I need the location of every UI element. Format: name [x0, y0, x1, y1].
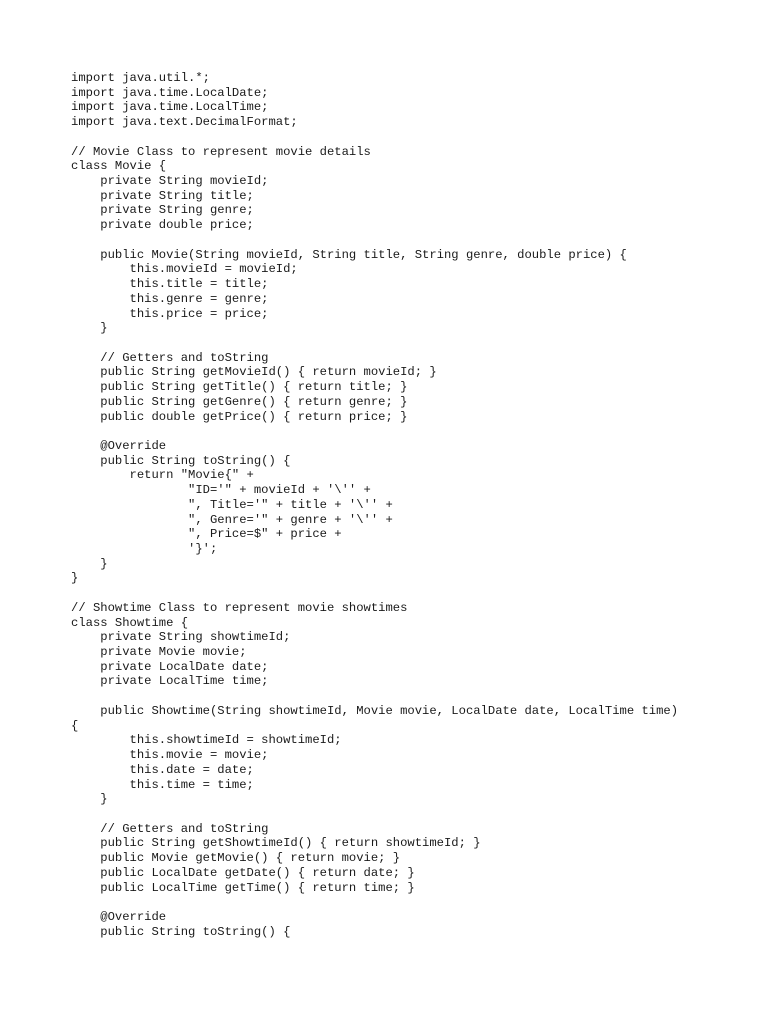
code-line: this.title = title; — [71, 277, 269, 292]
code-line: // Movie Class to represent movie details — [71, 144, 371, 159]
code-line: '}'; — [71, 542, 218, 556]
code-line: public String getTitle() { return title; } — [71, 380, 408, 395]
code-line: class Showtime { — [71, 615, 189, 630]
code-line: @Override — [71, 438, 167, 453]
code-line: public Movie getMovie() { return movie; } — [71, 851, 401, 866]
code-line: this.date = date; — [71, 762, 254, 777]
code-line: public String toString() { — [71, 924, 291, 939]
code-line — [71, 424, 678, 439]
code-line: import java.time.LocalTime; — [71, 100, 269, 115]
code-line: public LocalDate getDate() { return date; } — [71, 865, 415, 880]
code-line: } — [71, 556, 108, 571]
code-line: this.showtimeId = showtimeId; — [71, 733, 342, 748]
code-block — [71, 71, 678, 939]
code-line: public String getMovieId() { return movieId; } — [71, 365, 437, 380]
code-line: this.time = time; — [71, 777, 254, 792]
code-line — [71, 130, 678, 145]
code-line — [71, 895, 678, 910]
code-line: public String toString() { — [71, 453, 291, 468]
code-line: private String title; — [71, 188, 254, 203]
code-line: // Showtime Class to represent movie showtimes — [71, 600, 408, 615]
code-line: // Getters and toString — [71, 350, 269, 365]
code-line: public String getShowtimeId() { return showtimeId; } — [71, 836, 481, 851]
code-line: } — [71, 321, 108, 336]
code-line: this.movie = movie; — [71, 748, 269, 763]
code-line: @Override — [71, 909, 167, 924]
code-line: public LocalTime getTime() { return time; } — [71, 880, 415, 895]
code-line — [71, 807, 678, 822]
code-line: } — [71, 792, 108, 807]
code-line: this.price = price; — [71, 306, 269, 321]
code-line: // Getters and toString — [71, 821, 269, 836]
code-line: import java.time.LocalDate; — [71, 85, 269, 100]
code-line: this.genre = genre; — [71, 291, 269, 306]
code-line: public Showtime(String showtimeId, Movie movie, LocalDate date, LocalTime time) — [71, 703, 679, 718]
code-line: this.movieId = movieId; — [71, 262, 298, 277]
code-line — [71, 586, 678, 601]
code-line: ", Title='" + title + '\'' + — [71, 497, 393, 512]
code-line: return "Movie{" + — [71, 468, 254, 483]
code-line: private LocalTime time; — [71, 674, 269, 689]
code-line: { — [71, 718, 79, 733]
code-line — [71, 689, 678, 704]
code-line: public double getPrice() { return price; } — [71, 409, 408, 424]
code-line: "ID='" + movieId + '\'' + — [71, 483, 371, 498]
code-line: private String showtimeId; — [71, 630, 291, 645]
code-line — [71, 336, 678, 351]
code-line: import java.text.DecimalFormat; — [71, 115, 298, 130]
code-line: import java.util.*; — [71, 71, 210, 85]
code-line: private String movieId; — [71, 174, 269, 189]
code-line: ", Genre='" + genre + '\'' + — [71, 512, 393, 527]
code-line — [71, 233, 678, 248]
code-line: public Movie(String movieId, String title, String genre, double price) { — [71, 247, 627, 262]
code-line: ", Price=$" + price + — [71, 527, 342, 542]
code-line: private Movie movie; — [71, 645, 247, 660]
code-line: public String getGenre() { return genre; } — [71, 394, 408, 409]
code-line: private LocalDate date; — [71, 659, 269, 674]
code-line: } — [71, 571, 79, 586]
code-line: class Movie { — [71, 159, 167, 174]
code-line: private double price; — [71, 218, 254, 233]
code-line: private String genre; — [71, 203, 254, 218]
